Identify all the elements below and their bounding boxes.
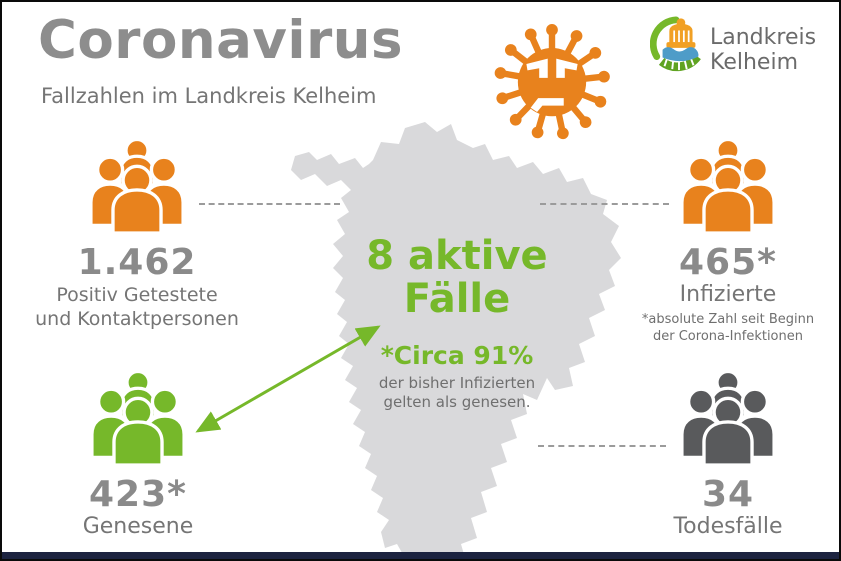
infected-footnote bbox=[620, 311, 836, 345]
infected-value: 465* bbox=[679, 242, 777, 283]
page-subtitle: Fallzahlen im Landkreis Kelheim bbox=[41, 84, 377, 108]
infected-footnote-line2: der Corona-Infektionen bbox=[653, 329, 803, 344]
recovered-label: Genesene bbox=[82, 514, 194, 539]
tested-label-line1: Positiv Getestete bbox=[56, 284, 218, 306]
logo-text-line1: Landkreis bbox=[710, 25, 817, 50]
people-group-icon-infected bbox=[674, 138, 782, 236]
stat-tested bbox=[24, 138, 250, 331]
tested-label-line2: und Kontaktpersonen bbox=[35, 308, 239, 330]
active-cases-line2: Fälle bbox=[403, 276, 511, 322]
tested-value: 1.462 bbox=[77, 242, 197, 283]
deaths-label: Todesfälle bbox=[673, 514, 783, 539]
active-cases-text bbox=[312, 235, 602, 321]
people-group-icon-recovered bbox=[84, 370, 192, 468]
page-title: Coronavirus bbox=[38, 10, 403, 71]
stat-deaths bbox=[622, 370, 834, 539]
people-group-icon-deaths bbox=[674, 370, 782, 468]
stat-recovered bbox=[32, 370, 244, 539]
recovery-note-line2: gelten als genesen. bbox=[383, 393, 531, 411]
recovered-value: 423* bbox=[89, 474, 187, 515]
landkreis-kelheim-logo-icon bbox=[650, 15, 708, 73]
bottom-bar bbox=[2, 552, 839, 559]
active-cases-line1: 8 aktive bbox=[366, 233, 548, 279]
recovery-note-text bbox=[312, 374, 602, 412]
stat-infected bbox=[620, 138, 836, 345]
recovery-rate-text: *Circa 91% bbox=[380, 341, 534, 370]
deaths-value: 34 bbox=[701, 474, 755, 515]
infected-label: Infizierte bbox=[679, 282, 777, 307]
recovery-note-line1: der bisher Infizierten bbox=[378, 374, 536, 392]
logo-text-line2: Kelheim bbox=[710, 50, 798, 75]
infected-footnote-line1: *absolute Zahl seit Beginn bbox=[641, 312, 815, 327]
people-group-icon-tested bbox=[83, 138, 191, 236]
landkreis-kelheim-logo-text bbox=[710, 25, 816, 75]
